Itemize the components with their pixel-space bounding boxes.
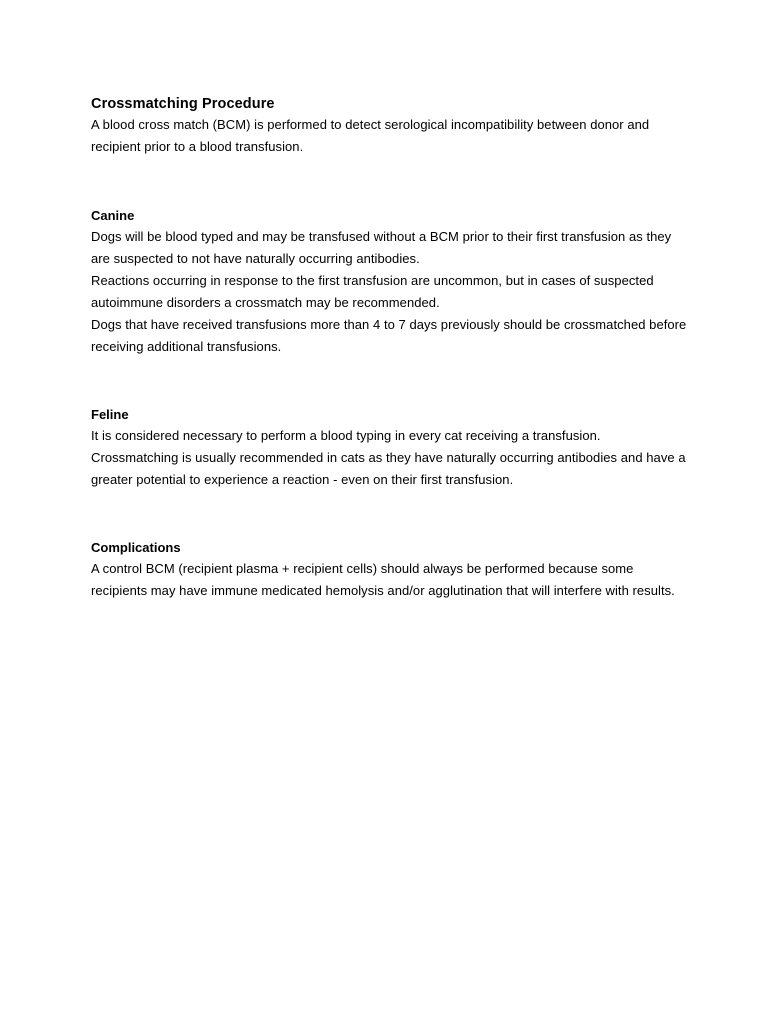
section-heading-complications: Complications [91, 540, 181, 555]
page-title: Crossmatching Procedure [91, 96, 275, 112]
canine-paragraph-2: Reactions occurring in response to the first transfusion are uncommon, but in cases of suspected autoimmune disorders a crossmatch may be recommended. [91, 273, 654, 310]
canine-paragraph-3: Dogs that have received transfusions more than 4 to 7 days previously should be crossmatched before receiving additional transfusions. [91, 317, 687, 354]
feline-paragraph-1: It is considered necessary to perform a blood typing in every cat receiving a transfusion. [91, 428, 601, 443]
section-heading-feline: Feline [91, 407, 129, 422]
section-heading-canine: Canine [91, 208, 135, 223]
intro-paragraph: A blood cross match (BCM) is performed to detect serological incompatibility between donor and recipient prior to a blood transfusion. [91, 117, 650, 154]
complications-paragraph-1: A control BCM (recipient plasma + recipient cells) should always be performed because some recipients may have immune medicated hemolysis and/or agglutination that will interfere with results. [91, 561, 675, 598]
canine-paragraph-1: Dogs will be blood typed and may be transfused without a BCM prior to their first transfusion as they are suspected to not have naturally occurring antibodies. [91, 229, 672, 266]
section-feline [91, 405, 691, 491]
section-canine [91, 206, 691, 358]
document-body [91, 94, 691, 602]
section-complications [91, 538, 691, 602]
feline-paragraph-2: Crossmatching is usually recommended in cats as they have naturally occurring antibodies and have a greater potential to experience a reaction - even on their first transfusion. [91, 450, 686, 487]
